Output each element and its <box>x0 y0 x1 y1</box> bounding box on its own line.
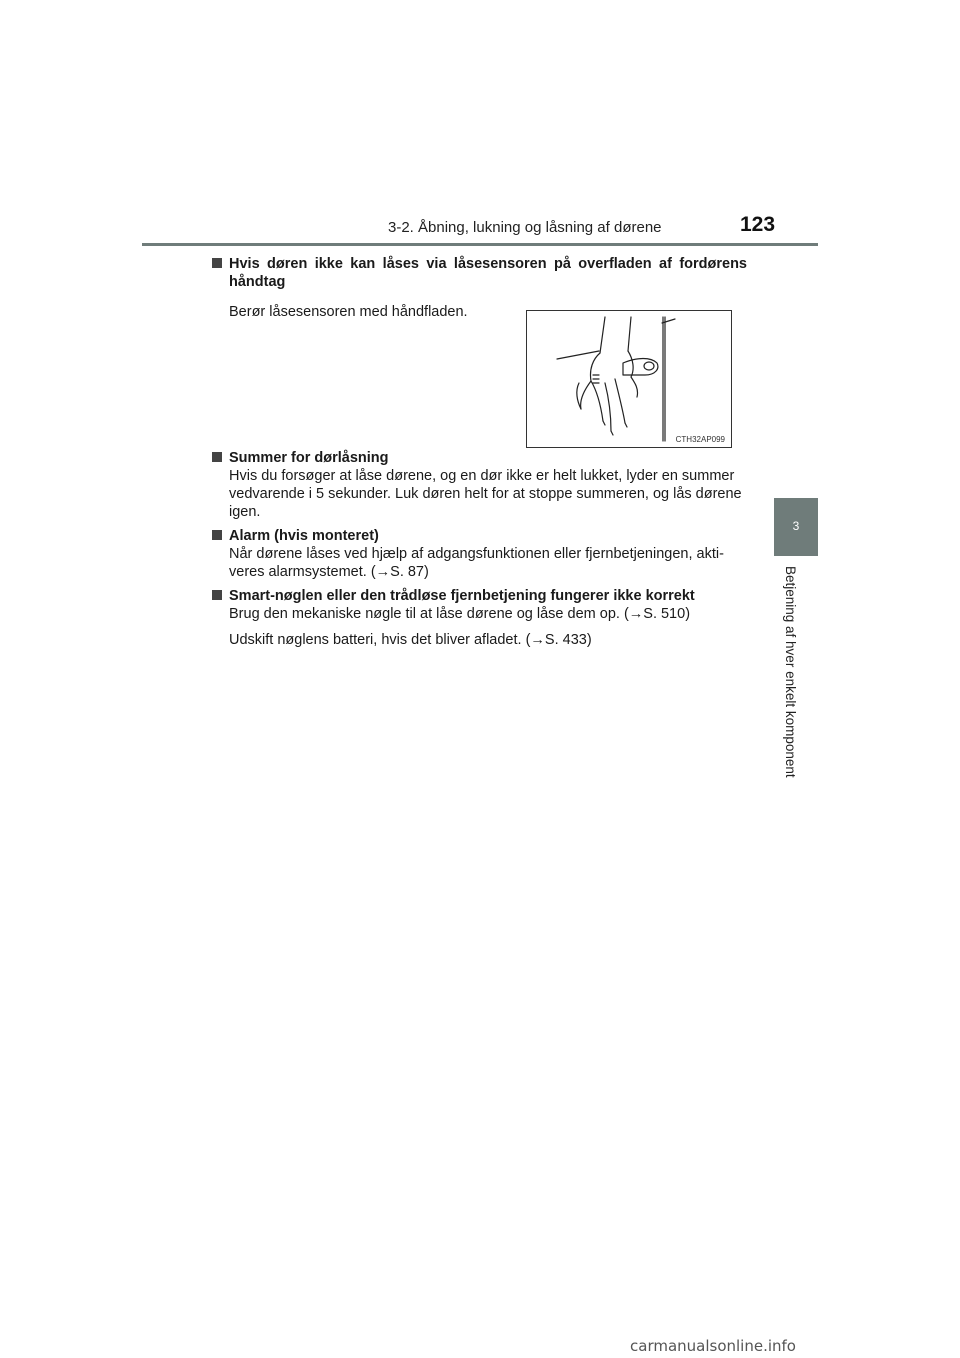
square-bullet-icon <box>212 590 222 600</box>
header-rule <box>142 243 818 246</box>
square-bullet-icon <box>212 452 222 462</box>
item-heading: Alarm (hvis monteret) <box>229 528 379 544</box>
item-heading: Summer for dørlåsning <box>229 450 389 466</box>
chapter-number: 3 <box>792 519 800 533</box>
item-body <box>212 303 747 449</box>
illustration-figure <box>526 310 732 448</box>
section-item <box>212 255 747 291</box>
watermark: carmanualsonline.info <box>630 1337 796 1355</box>
hand-touching-door-handle-illustration <box>527 311 731 447</box>
item-paragraph: Udskift nøglens batteri, hvis det bliver afladet. (→S. 433) <box>229 632 592 648</box>
chapter-title: Betjening af hver enkelt komponent <box>783 566 798 778</box>
square-bullet-icon <box>212 530 222 540</box>
item-paragraph: Når dørene låses ved hjælp af adgangsfunktionen eller fjernbetjeningen, akti-veres alarmsystemet. (→S. 87) <box>229 546 724 580</box>
section-item <box>212 449 747 521</box>
page-number: 123 <box>740 213 776 236</box>
section-item <box>212 587 747 649</box>
figure-code: CTH32AP099 <box>675 435 725 444</box>
section-title: 3-2. Åbning, lukning og låsning af dørene <box>388 219 662 236</box>
item-heading: Hvis døren ikke kan låses via låsesensoren på overfladen af fordørens håndtag <box>229 256 747 290</box>
chapter-tab <box>774 498 818 556</box>
item-heading: Smart-nøglen eller den trådløse fjernbetjening fungerer ikke korrekt <box>229 588 695 604</box>
section-item <box>212 527 747 581</box>
item-paragraph: Hvis du forsøger at låse dørene, og en dør ikke er helt lukket, lyder en summer vedvarende i 5 sekunder. Luk døren helt for at stoppe summeren, og lås dørene igen. <box>229 468 742 520</box>
item-paragraph: Berør låsesensoren med håndfladen. <box>229 304 468 320</box>
page-content <box>212 255 747 655</box>
item-paragraph: Brug den mekaniske nøgle til at låse dørene og låse dem op. (→S. 510) <box>229 606 691 622</box>
square-bullet-icon <box>212 258 222 268</box>
